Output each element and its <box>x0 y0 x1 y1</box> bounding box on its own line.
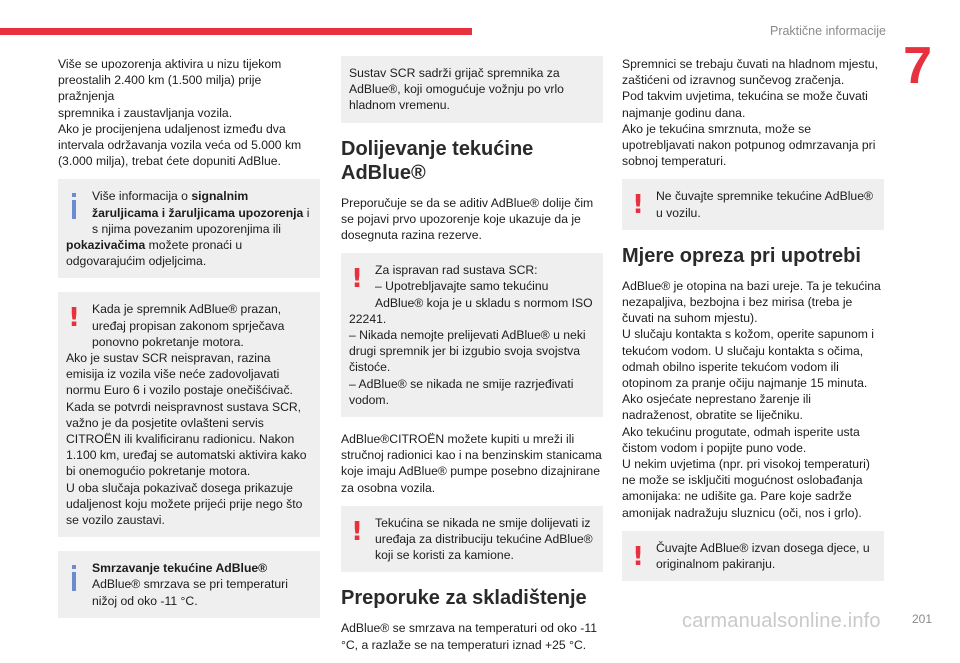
warning-text: Za ispravan rad sustava SCR: – Upotrebljavajte samo tekućinu AdBlue® koja je u skladu s normom ISO 22241. – Nikada nemojte prelijevati AdBlue® u neki drugi spremnik jer bi izgubio svoja svojstva čistoće. – AdBlue® se nikada ne smije razrjeđivati vodom. <box>349 263 593 407</box>
text-line: spremnika i zaustavljanja vozila. <box>58 105 233 120</box>
watermark: carmanualsonline.info <box>682 610 881 632</box>
chapter-number: 7 <box>903 37 932 95</box>
info-box-text: Više informacija o signalnim žaruljicama i žaruljicama upozorenja i s njima povezanim upozorenjima ili pokazivačima možete pronaći u odgovarajućim odjeljcima. <box>66 189 310 269</box>
heading-refill: Dolijevanje tekućine AdBlue® <box>341 137 534 184</box>
warning-text: Čuvajte AdBlue® izvan dosega djece, u originalnom pakiranju. <box>656 540 870 572</box>
freeze-text: Smrzavanje tekućine AdBlue® AdBlue® smrzava se pri temperaturi nižoj od oko -11 °C. <box>92 561 288 608</box>
warning-text: Ne čuvajte spremnike tekućine AdBlue® u vozilu. <box>656 189 873 220</box>
intro-paragraph <box>58 56 320 169</box>
warning-box <box>341 253 603 417</box>
warning-box <box>58 292 320 537</box>
text-line: (3.000 milja), trebat ćete dopuniti AdBlue. <box>58 154 281 169</box>
warning-box <box>622 179 884 229</box>
column-3 <box>622 56 884 595</box>
text-line: preostalih 2.400 km (1.500 milja) prije pražnjenja <box>58 73 262 104</box>
warning-icon: ! <box>351 264 363 295</box>
storage-paragraph: AdBlue® se smrzava na temperaturi od oko -11 °C, a razlaže se na temperaturi iznad +25 °C. <box>341 621 598 652</box>
purchase-paragraph: AdBlue®CITROËN možete kupiti u mreži ili stručnoj radionici kao i na benzinskim stanicama koje imaju AdBlue® pumpe posebno dizajnirane za osobna vozila. <box>341 432 602 495</box>
scr-heater-text: Sustav SCR sadrži grijač spremnika za AdBlue®, koji omogućuje vožnju po vrlo hladnom vremenu. <box>349 66 564 113</box>
text-line: Ako je procijenjena udaljenost između dva <box>58 121 286 136</box>
warning-icon: ! <box>632 190 644 221</box>
precautions-paragraph: AdBlue® je otopina na bazi ureje. Ta je tekućina nezapaljiva, bezbojna i bez mirisa (treba je čuvati na suhom mjestu). U slučaju kontakta s kožom, operite sapunom i tekućom vodom. U slučaju kontakta s očima, odmah obilno isperite tekućom vodom ili otopinom za pranje očiju najmanje 15 minuta. Ako osjećate neprestano žarenje ili nadraženost, obratite se liječniku. Ako tekućinu progutate, odmah isperite usta čistom vodom i popijte puno vode. U nekim uvjetima (npr. pri visokoj temperaturi) ne može se isključiti mogućnost oslobađanja amonijaka: ne udišite ga. Pare koje sadrže amonijak nadražuju sluznicu (oči, nos i grlo). <box>622 278 881 520</box>
info-box-freeze <box>58 551 320 618</box>
warning-text: Kada je spremnik AdBlue® prazan, uređaj propisan zakonom sprječava ponovno pokretanje motora. Ako je sustav SCR neispravan, razina emisija iz vozila više neće zadovoljavati normu Euro 6 i vozilo postaje onečišćivač. Kada se potvrdi neispravnost sustava SCR, važno je da posjetite ovlašteni servis CITROËN ili kvalificiranu radionicu. Nakon 1.100 km, uređaj se automatski aktivira kako bi onemogućio pokretanje motora. U oba slučaja pokazivač dosega prikazuje udaljenost koju možete prijeći prije nego što se vozilo zaustavi. <box>66 302 307 528</box>
page-number: 201 <box>911 612 932 626</box>
column-1 <box>58 56 320 632</box>
text-line: Više se upozorenja aktivira u nizu tijekom <box>58 57 282 71</box>
refill-paragraph: Preporučuje se da se aditiv AdBlue® dolije čim se pojavi prvo upozorenje koje ukazuje da je dosegnuta razina rezerve. <box>341 195 594 243</box>
warning-box <box>622 531 884 581</box>
warning-icon: ! <box>632 541 644 572</box>
storage-conditions-paragraph: Spremnici se trebaju čuvati na hladnom mjestu, zaštićeni od izravnog sunčevog zračenja. Pod takvim uvjetima, tekućina se može čuvati najmanje godinu dana. Ako je tekućina smrznuta, može se upotrebljavati nakon potpunog odmrzavanja pri sobnoj temperaturi. <box>622 57 879 169</box>
warning-box <box>341 506 603 573</box>
info-box <box>58 179 320 278</box>
header-accent-bar <box>0 28 472 35</box>
heading-storage: Preporuke za skladištenje <box>341 587 587 610</box>
heading-precautions: Mjere opreza pri upotrebi <box>622 244 861 267</box>
column-2 <box>341 56 603 663</box>
text-line: intervala održavanja vozila veća od 5.000 km <box>58 138 302 153</box>
note-box <box>341 56 603 123</box>
warning-icon: ! <box>68 303 80 334</box>
section-title: Praktične informacije <box>769 24 886 38</box>
info-icon <box>66 191 82 221</box>
warning-icon: ! <box>351 516 363 547</box>
warning-text: Tekućina se nikada ne smije dolijevati iz uređaja za distribuciju tekućine AdBlue® koji se koristi za kamione. <box>375 515 593 563</box>
info-icon <box>66 563 82 593</box>
